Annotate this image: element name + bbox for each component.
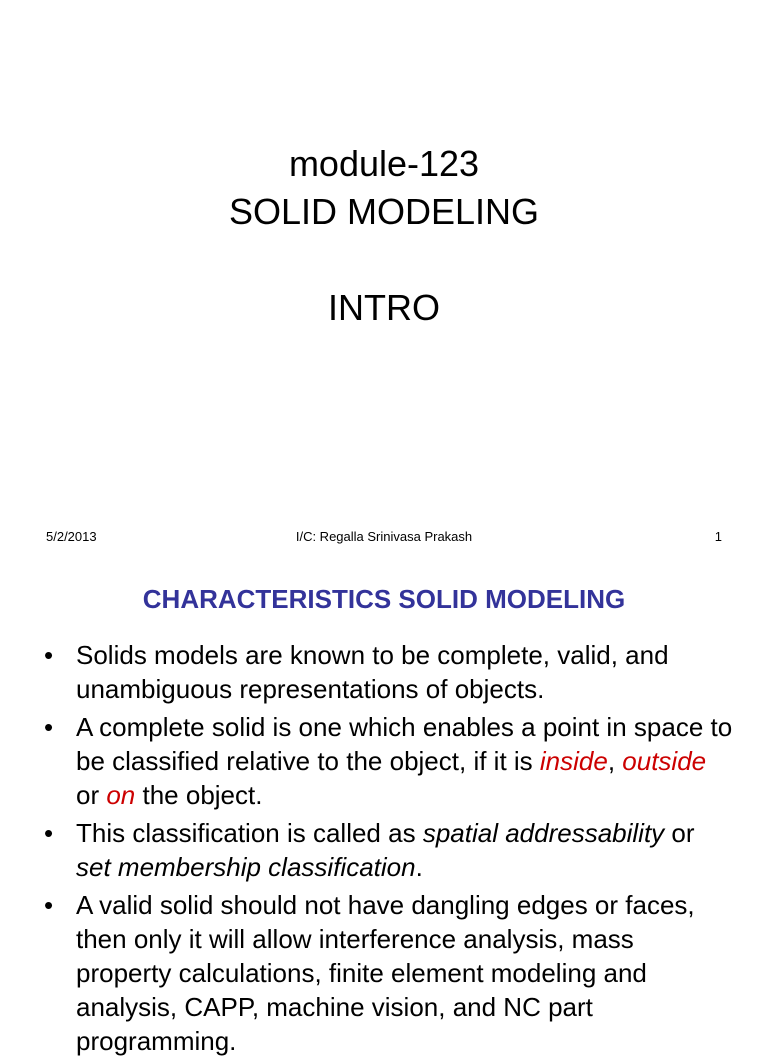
bullet-marker: • (44, 890, 54, 920)
term-outside: outside (622, 746, 707, 776)
bullet-text: A valid solid should not have dangling edges or faces, then only it will allow interference analysis, mass property calculations, finite element modeling and analysis, CAPP, machine vision, and NC part programming. (76, 890, 695, 1056)
term-on: on (106, 780, 136, 810)
slide-title (0, 140, 768, 332)
bullet-text: This classification is called as (76, 818, 423, 848)
term-inside: inside (539, 746, 608, 776)
bullet-text: , (607, 746, 623, 776)
footer-page-number: 1 (714, 529, 722, 544)
bullet-text: . (415, 852, 423, 882)
title-module: module-123 (288, 143, 480, 184)
term-set-membership: set membership classification (76, 852, 416, 882)
bullet-text: or (664, 818, 695, 848)
title-subject: SOLID MODELING (228, 191, 540, 232)
bullet-item (44, 710, 734, 812)
bullet-item (44, 638, 734, 706)
bullet-text: the object. (135, 780, 263, 810)
footer-date: 5/2/2013 (46, 529, 97, 544)
bullet-item (44, 816, 734, 884)
bullet-text: A complete solid is one which enables a point in space to be classified relative to the object, if it is (76, 712, 733, 776)
bullet-item (44, 888, 734, 1058)
title-intro: INTRO (328, 287, 440, 328)
bullet-text: or (76, 780, 107, 810)
slide-heading: CHARACTERISTICS SOLID MODELING (142, 584, 626, 614)
bullet-text: Solids models are known to be complete, valid, and unambiguous representations of objects. (76, 640, 669, 704)
bullet-marker: • (44, 640, 54, 670)
bullet-marker: • (44, 712, 54, 742)
term-spatial-addressability: spatial addressability (422, 818, 665, 848)
footer-author: I/C: Regalla Srinivasa Prakash (295, 529, 473, 544)
bullet-marker: • (44, 818, 54, 848)
bullet-list (44, 638, 734, 1062)
slide-2 (0, 560, 768, 1056)
